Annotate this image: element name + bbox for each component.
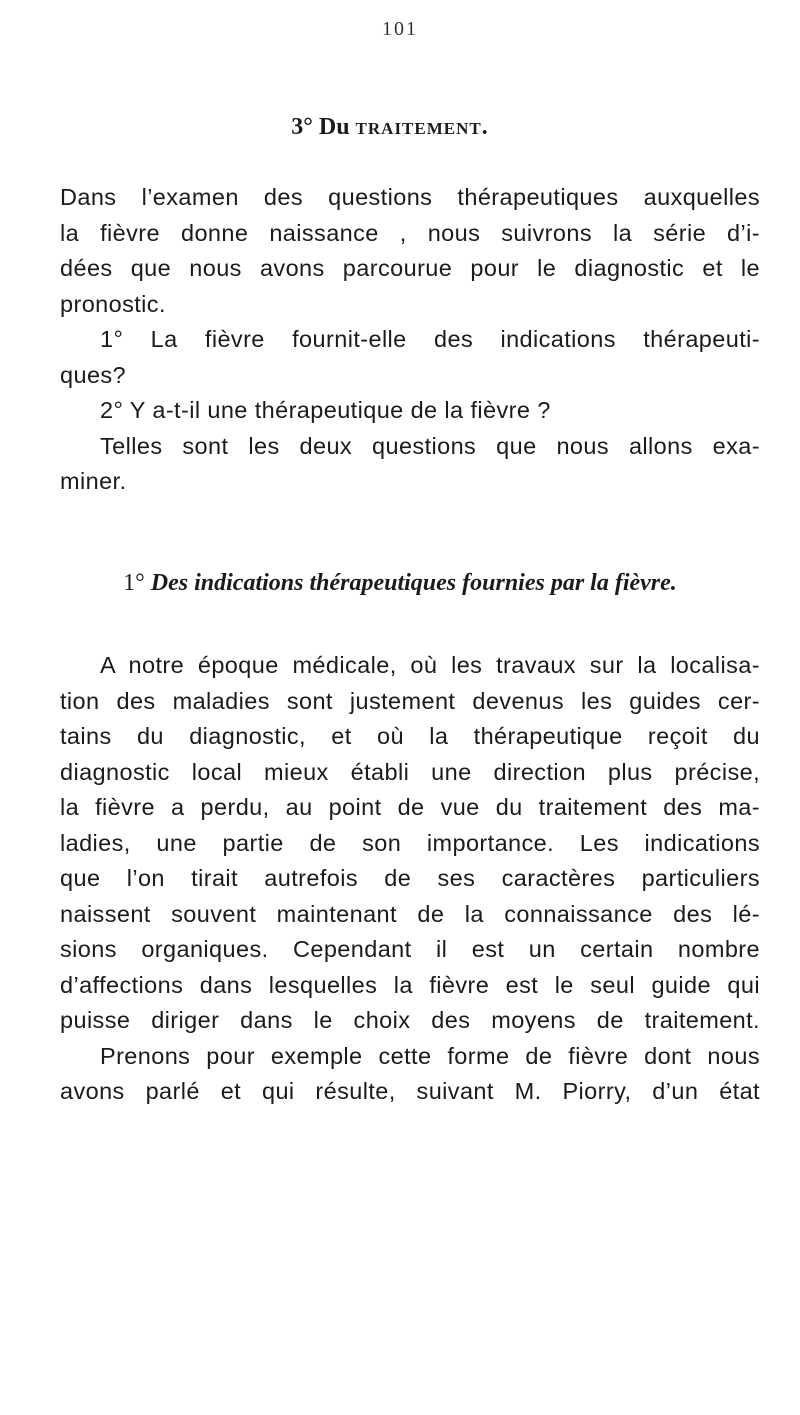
text-line: tion des maladies sont justement devenus les guides cer-: [60, 687, 760, 714]
section-heading: [0, 112, 780, 142]
text-line: pronostic.: [60, 290, 166, 317]
section-title-rest: traitement.: [355, 114, 489, 140]
text-line: que l’on tirait autrefois de ses caractères particuliers: [60, 865, 760, 891]
text-line: A notre époque médicale, où les travaux sur la localisa-: [100, 652, 760, 678]
text-line: Prenons pour exemple cette forme de fièvre dont nous: [100, 1042, 760, 1069]
subsection-heading: [0, 570, 800, 597]
text-line: ques?: [60, 361, 127, 388]
subsection-number: 1°: [123, 570, 145, 596]
text-line: dées que nous avons parcourue pour le diagnostic et le: [60, 255, 760, 281]
text-line: puisse diriger dans le choix des moyens de traitement.: [60, 1007, 760, 1033]
text-line: 2° Y a-t-il une thérapeutique de la fièvre ?: [100, 397, 551, 423]
section-number: 3°: [291, 114, 313, 140]
text-line: sions organiques. Cependant il est un certain nombre: [60, 936, 760, 962]
text-line: miner.: [60, 468, 127, 494]
text-line: Dans l’examen des questions thérapeutiques auxquelles: [60, 184, 760, 210]
subsection-title: Des indications thérapeutiques fournies par la fièvre.: [150, 570, 677, 596]
intro-paragraphs: [60, 180, 760, 500]
page-number: 101: [382, 18, 418, 40]
text-line: 1° La fièvre fournit-elle des indications thérapeuti-: [100, 326, 760, 352]
body-paragraphs: [60, 648, 760, 1110]
text-line: la fièvre a perdu, au point de vue du traitement des ma-: [60, 794, 760, 820]
text-line: la fièvre donne naissance , nous suivrons la série d’i-: [60, 219, 760, 246]
section-title-first: Du: [318, 114, 350, 140]
text-line: naissent souvent maintenant de la connaissance des lé-: [60, 900, 760, 927]
text-line: ladies, une partie de son importance. Les indications: [60, 829, 760, 856]
text-line: diagnostic local mieux établi une direction plus précise,: [60, 758, 760, 785]
text-line: Telles sont les deux questions que nous allons exa-: [100, 432, 760, 459]
text-line: tains du diagnostic, et où la thérapeutique reçoit du: [60, 723, 760, 749]
text-line: avons parlé et qui résulte, suivant M. Piorry, d’un état: [60, 1078, 760, 1104]
text-line: d’affections dans lesquelles la fièvre est le seul guide qui: [60, 971, 760, 998]
